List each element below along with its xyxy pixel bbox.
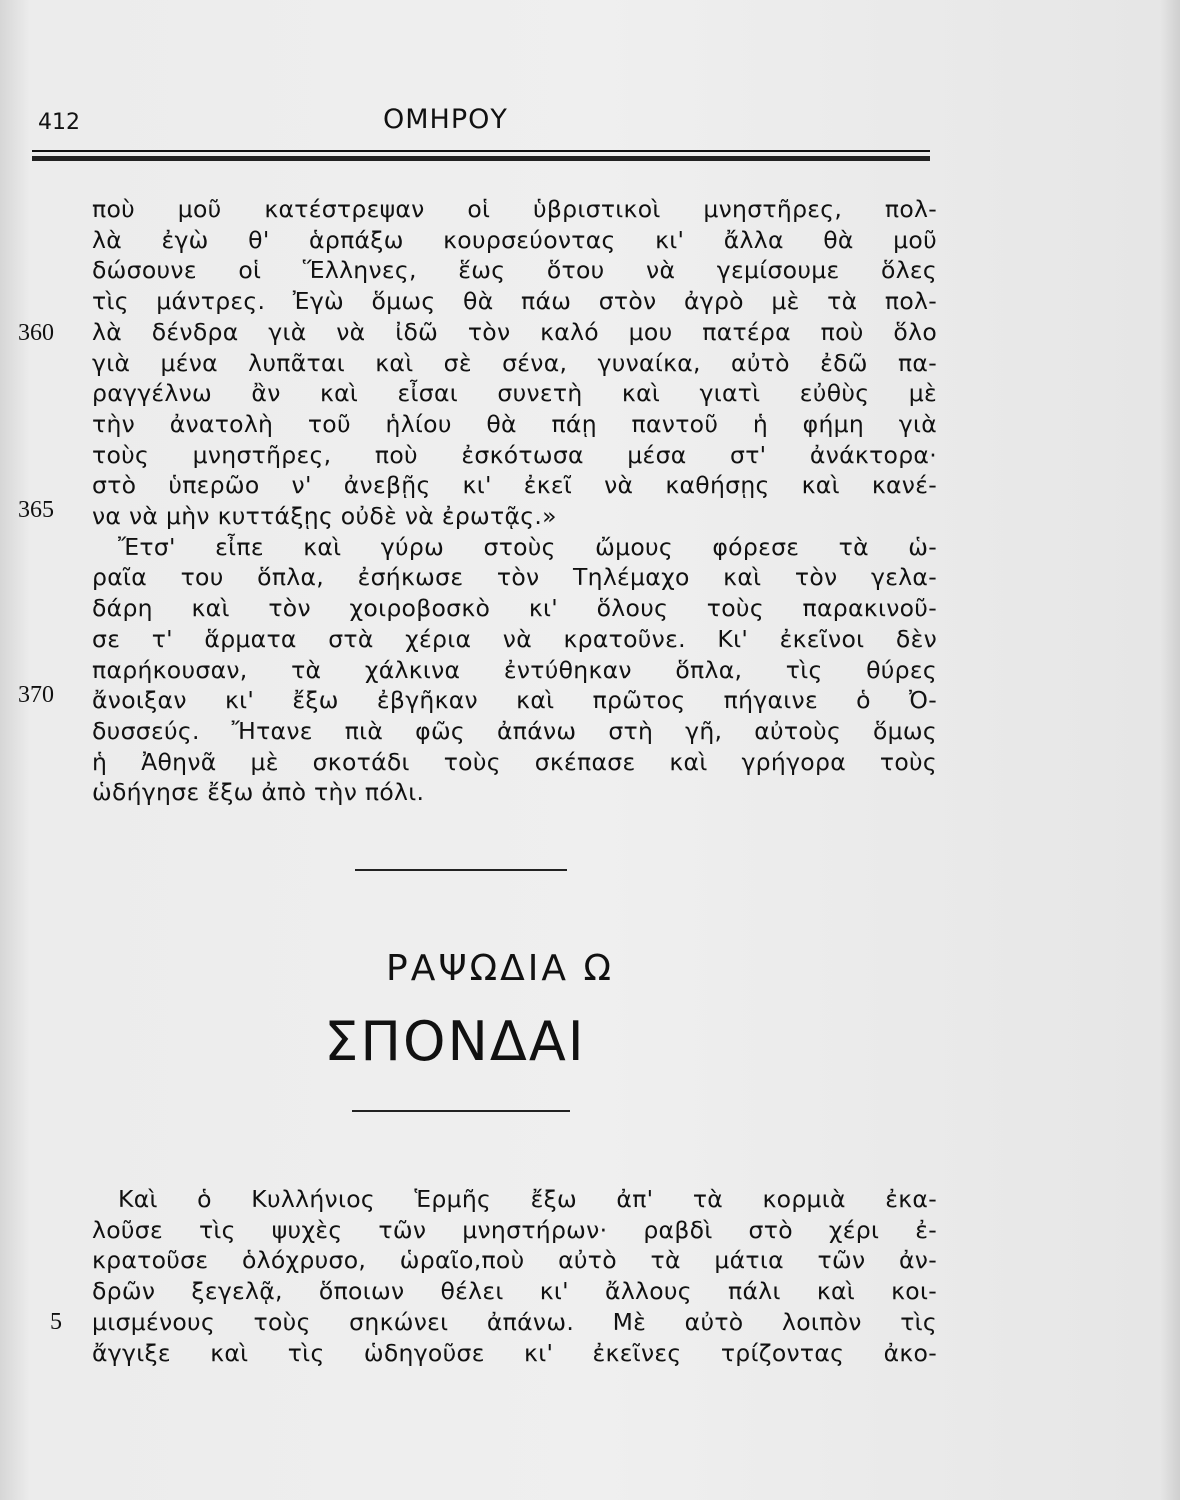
text-line: στὸ ὑπερῶο ν' ἀνεβῇς κι' ἐκεῖ νὰ καθήσῃς καὶ κανέ- (92, 471, 937, 500)
passage-1 (92, 194, 937, 808)
text-line: ἡ Ἀθηνᾶ μὲ σκοτάδι τοὺς σκέπασε καὶ γρήγορα τοὺς (92, 747, 937, 776)
text-line: τὴν ἀνατολὴ τοῦ ἡλίου θὰ πάῃ παντοῦ ἡ φήμη γιὰ (92, 409, 937, 438)
rhapsody-heading: ΡΑΨΩΔΙΑ Ω (385, 948, 614, 989)
text-line: σε τ' ἅρματα στὰ χέρια νὰ κρατοῦνε. Κι' ἐκεῖνοι δὲν (92, 624, 937, 653)
text-line: λὰ δένδρα γιὰ νὰ ἰδῶ τὸν καλό μου πατέρα ποὺ ὅλο (92, 317, 937, 346)
section-divider-top (355, 869, 567, 871)
text-line: ἄγγιξε καὶ τὶς ὡδηγοῦσε κι' ἐκεῖνες τρίζοντας ἀκο- (92, 1338, 937, 1367)
text-line: ποὺ μοῦ κατέστρεψαν οἱ ὑβριστικοὶ μνηστῆρες, πολ- (92, 195, 937, 223)
text-line: δάρη καὶ τὸν χοιροβοσκὸ κι' ὅλους τοὺς παρακινοῦ- (92, 594, 937, 623)
text-line: δώσουνε οἱ Ἕλληνες, ἕως ὅτου νὰ γεμίσουμε ὅλες (92, 256, 937, 285)
text-line: να νὰ μὴν κυττάξῃς οὐδὲ νὰ ἐρωτᾷς.» (92, 502, 557, 531)
running-head: ΟΜΗΡΟΥ (383, 104, 508, 135)
text-line: τὶς μάντρες. Ἐγὼ ὅμως θὰ πάω στὸν ἀγρὸ μὲ τὰ πολ- (92, 287, 937, 316)
text-line: παρήκουσαν, τὰ χάλκινα ἐντύθηκαν ὅπλα, τὶς θύρες (92, 655, 937, 684)
text-line: ἄνοιξαν κι' ἔξω ἐβγῆκαν καὶ πρῶτος πήγαινε ὁ Ὀ- (92, 686, 937, 715)
line-number: 360 (18, 320, 54, 346)
text-line: γιὰ μένα λυπᾶται καὶ σὲ σένα, γυναίκα, αὐτὸ ἐδῶ πα- (92, 348, 937, 377)
text-line: λοῦσε τὶς ψυχὲς τῶν μνηστήρων· ραβδὶ στὸ χέρι ἐ- (92, 1215, 937, 1244)
line-number: 5 (50, 1309, 62, 1335)
chapter-title: ΣΠΟΝΔΑΙ (324, 1010, 586, 1073)
text-line: ραῖα του ὅπλα, ἐσήκωσε τὸν Τηλέμαχο καὶ τὸν γελα- (92, 563, 937, 592)
text-line: δυσσεύς. Ἤτανε πιὰ φῶς ἀπάνω στὴ γῆ, αὐτοὺς ὅμως (92, 716, 937, 745)
page-number: 412 (38, 110, 80, 135)
header-rule (32, 150, 930, 152)
text-line: ὡδήγησε ἔξω ἀπὸ τὴν πόλι. (92, 778, 425, 807)
section-divider-bottom (352, 1110, 570, 1112)
text-line: ραγγέλνω ἂν καὶ εἶσαι συνετὴ καὶ γιατὶ εὐθὺς μὲ (92, 379, 937, 408)
text-line: μισμένους τοὺς σηκώνει ἀπάνω. Μὲ αὐτὸ λοιπὸν τὶς (92, 1307, 937, 1336)
header-rule-thick (32, 156, 930, 161)
text-line: κρατοῦσε ὁλόχρυσο, ὡραῖο,ποὺ αὐτὸ τὰ μάτια τῶν ἀν- (92, 1246, 937, 1275)
line-number: 365 (18, 497, 54, 523)
text-line: δρῶν ξεγελᾷ, ὅποιων θέλει κι' ἄλλους πάλι καὶ κοι- (92, 1277, 937, 1306)
text-line: Ἔτσ' εἶπε καὶ γύρω στοὺς ὤμους φόρεσε τὰ ὡ- (118, 532, 937, 561)
page-header (38, 104, 928, 150)
passage-2 (92, 1184, 937, 1368)
text-line: λὰ ἐγὼ θ' ἁρπάξω κουρσεύοντας κι' ἄλλα θὰ μοῦ (92, 225, 937, 254)
text-line: τοὺς μνηστῆρες, ποὺ ἐσκότωσα μέσα στ' ἀνάκτορα· (92, 440, 937, 469)
line-number: 370 (18, 682, 54, 708)
text-line: Καὶ ὁ Κυλλήνιος Ἑρμῆς ἔξω ἀπ' τὰ κορμιὰ ἐκα- (118, 1185, 937, 1213)
